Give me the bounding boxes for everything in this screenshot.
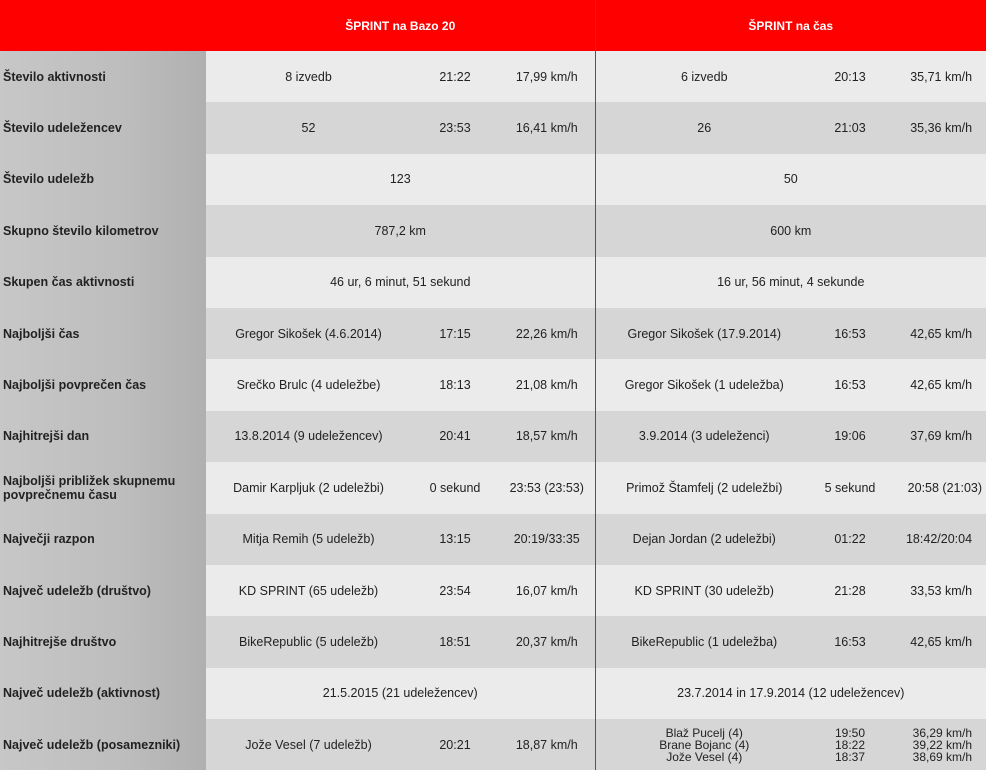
cell: 18:51: [411, 616, 499, 667]
cell-line: 19:50: [834, 725, 866, 740]
cell: 50: [595, 154, 986, 205]
cell: 16:53: [813, 616, 887, 667]
cell-line: Blaž Pucelj (4): [665, 725, 743, 740]
row-label: Največ udeležb (društvo): [0, 565, 206, 616]
cell: 42,65 km/h: [887, 616, 986, 667]
cell: 01:22: [813, 514, 887, 565]
row-label: Število udeležb: [0, 154, 206, 205]
row-label: Najboljši povprečen čas: [0, 359, 206, 410]
cell: 21:28: [813, 565, 887, 616]
table-row: [0, 257, 986, 308]
cell-line: 18:37: [834, 749, 866, 764]
cell: 21:22: [411, 51, 499, 102]
cell: 0 sekund: [411, 462, 499, 513]
cell: 26: [595, 102, 813, 153]
cell: 21,08 km/h: [499, 359, 595, 410]
header-sprint-na-cas: ŠPRINT na čas: [595, 0, 986, 51]
cell: 23:54: [411, 565, 499, 616]
cell: 16:53: [813, 308, 887, 359]
row-label: Najboljši približek skupnemu povprečnemu času: [0, 462, 206, 513]
cell: Srečko Brulc (4 udeležbe): [206, 359, 411, 410]
table-row: [0, 719, 986, 770]
cell: BikeRepublic (5 udeležb): [206, 616, 411, 667]
cell: 20:58 (21:03): [887, 462, 986, 513]
cell: Gregor Sikošek (17.9.2014): [595, 308, 813, 359]
cell: 5 sekund: [813, 462, 887, 513]
cell: 35,36 km/h: [887, 102, 986, 153]
cell: 18:13: [411, 359, 499, 410]
header-sprint-baza20: ŠPRINT na Bazo 20: [206, 0, 595, 51]
cell: 600 km: [595, 205, 986, 256]
cell-line: Jože Vesel (4): [666, 749, 743, 764]
cell-multi-times: [813, 719, 887, 770]
cell: Mitja Remih (5 udeležb): [206, 514, 411, 565]
cell: 17:15: [411, 308, 499, 359]
cell: 16:53: [813, 359, 887, 410]
row-label: Število aktivnosti: [0, 51, 206, 102]
cell: 18:42/20:04: [887, 514, 986, 565]
cell: 16,41 km/h: [499, 102, 595, 153]
cell: 35,71 km/h: [887, 51, 986, 102]
cell: 33,53 km/h: [887, 565, 986, 616]
cell: 18,57 km/h: [499, 411, 595, 462]
cell: 20:19/33:35: [499, 514, 595, 565]
table-row: [0, 514, 986, 565]
table-row: [0, 102, 986, 153]
table-row: [0, 308, 986, 359]
row-label: Najhitrejši dan: [0, 411, 206, 462]
cell: Primož Štamfelj (2 udeležbi): [595, 462, 813, 513]
cell: 787,2 km: [206, 205, 595, 256]
table-row: [0, 411, 986, 462]
cell: 6 izvedb: [595, 51, 813, 102]
cell-line: 18:22: [834, 737, 866, 752]
table-row: [0, 51, 986, 102]
table-row: [0, 616, 986, 667]
cell: KD SPRINT (65 udeležb): [206, 565, 411, 616]
cell: 19:06: [813, 411, 887, 462]
table-row: [0, 668, 986, 719]
row-label: Največ udeležb (posamezniki): [0, 719, 206, 770]
row-label: Največji razpon: [0, 514, 206, 565]
cell: 23:53: [411, 102, 499, 153]
cell: 23.7.2014 in 17.9.2014 (12 udeležencev): [595, 668, 986, 719]
row-label: Skupen čas aktivnosti: [0, 257, 206, 308]
table-row: [0, 462, 986, 513]
cell: 17,99 km/h: [499, 51, 595, 102]
cell: 21:03: [813, 102, 887, 153]
cell: 3.9.2014 (3 udeleženci): [595, 411, 813, 462]
cell: 16 ur, 56 minut, 4 sekunde: [595, 257, 986, 308]
cell: 22,26 km/h: [499, 308, 595, 359]
row-label: Najboljši čas: [0, 308, 206, 359]
cell-multi-names: [595, 719, 813, 770]
cell: 13.8.2014 (9 udeležencev): [206, 411, 411, 462]
cell: Gregor Sikošek (4.6.2014): [206, 308, 411, 359]
cell: 23:53 (23:53): [499, 462, 595, 513]
cell: 21.5.2015 (21 udeležencev): [206, 668, 595, 719]
cell: Dejan Jordan (2 udeležbi): [595, 514, 813, 565]
cell: KD SPRINT (30 udeležb): [595, 565, 813, 616]
cell: 20:13: [813, 51, 887, 102]
cell: BikeRepublic (1 udeležba): [595, 616, 813, 667]
table-row: [0, 154, 986, 205]
cell: 8 izvedb: [206, 51, 411, 102]
cell: Jože Vesel (7 udeležb): [206, 719, 411, 770]
table-row: [0, 565, 986, 616]
cell: 13:15: [411, 514, 499, 565]
cell: Gregor Sikošek (1 udeležba): [595, 359, 813, 410]
cell: Damir Karpljuk (2 udeležbi): [206, 462, 411, 513]
cell: 37,69 km/h: [887, 411, 986, 462]
row-label: Število udeležencev: [0, 102, 206, 153]
cell: 16,07 km/h: [499, 565, 595, 616]
cell: 46 ur, 6 minut, 51 sekund: [206, 257, 595, 308]
cell-line: 39,22 km/h: [912, 737, 973, 752]
cell: 20,37 km/h: [499, 616, 595, 667]
cell: 20:21: [411, 719, 499, 770]
cell-line: 38,69 km/h: [912, 749, 973, 764]
cell-line: 36,29 km/h: [912, 725, 973, 740]
row-label: Najhitrejše društvo: [0, 616, 206, 667]
header-blank: [0, 0, 206, 51]
cell: 42,65 km/h: [887, 308, 986, 359]
cell-line: Brane Bojanc (4): [659, 737, 750, 752]
cell: 18,87 km/h: [499, 719, 595, 770]
cell: 123: [206, 154, 595, 205]
row-label: Največ udeležb (aktivnost): [0, 668, 206, 719]
table-row: [0, 205, 986, 256]
cell-multi-speeds: [887, 719, 986, 770]
row-label: Skupno število kilometrov: [0, 205, 206, 256]
cell: 52: [206, 102, 411, 153]
table-row: [0, 359, 986, 410]
cell: 42,65 km/h: [887, 359, 986, 410]
cell: 20:41: [411, 411, 499, 462]
